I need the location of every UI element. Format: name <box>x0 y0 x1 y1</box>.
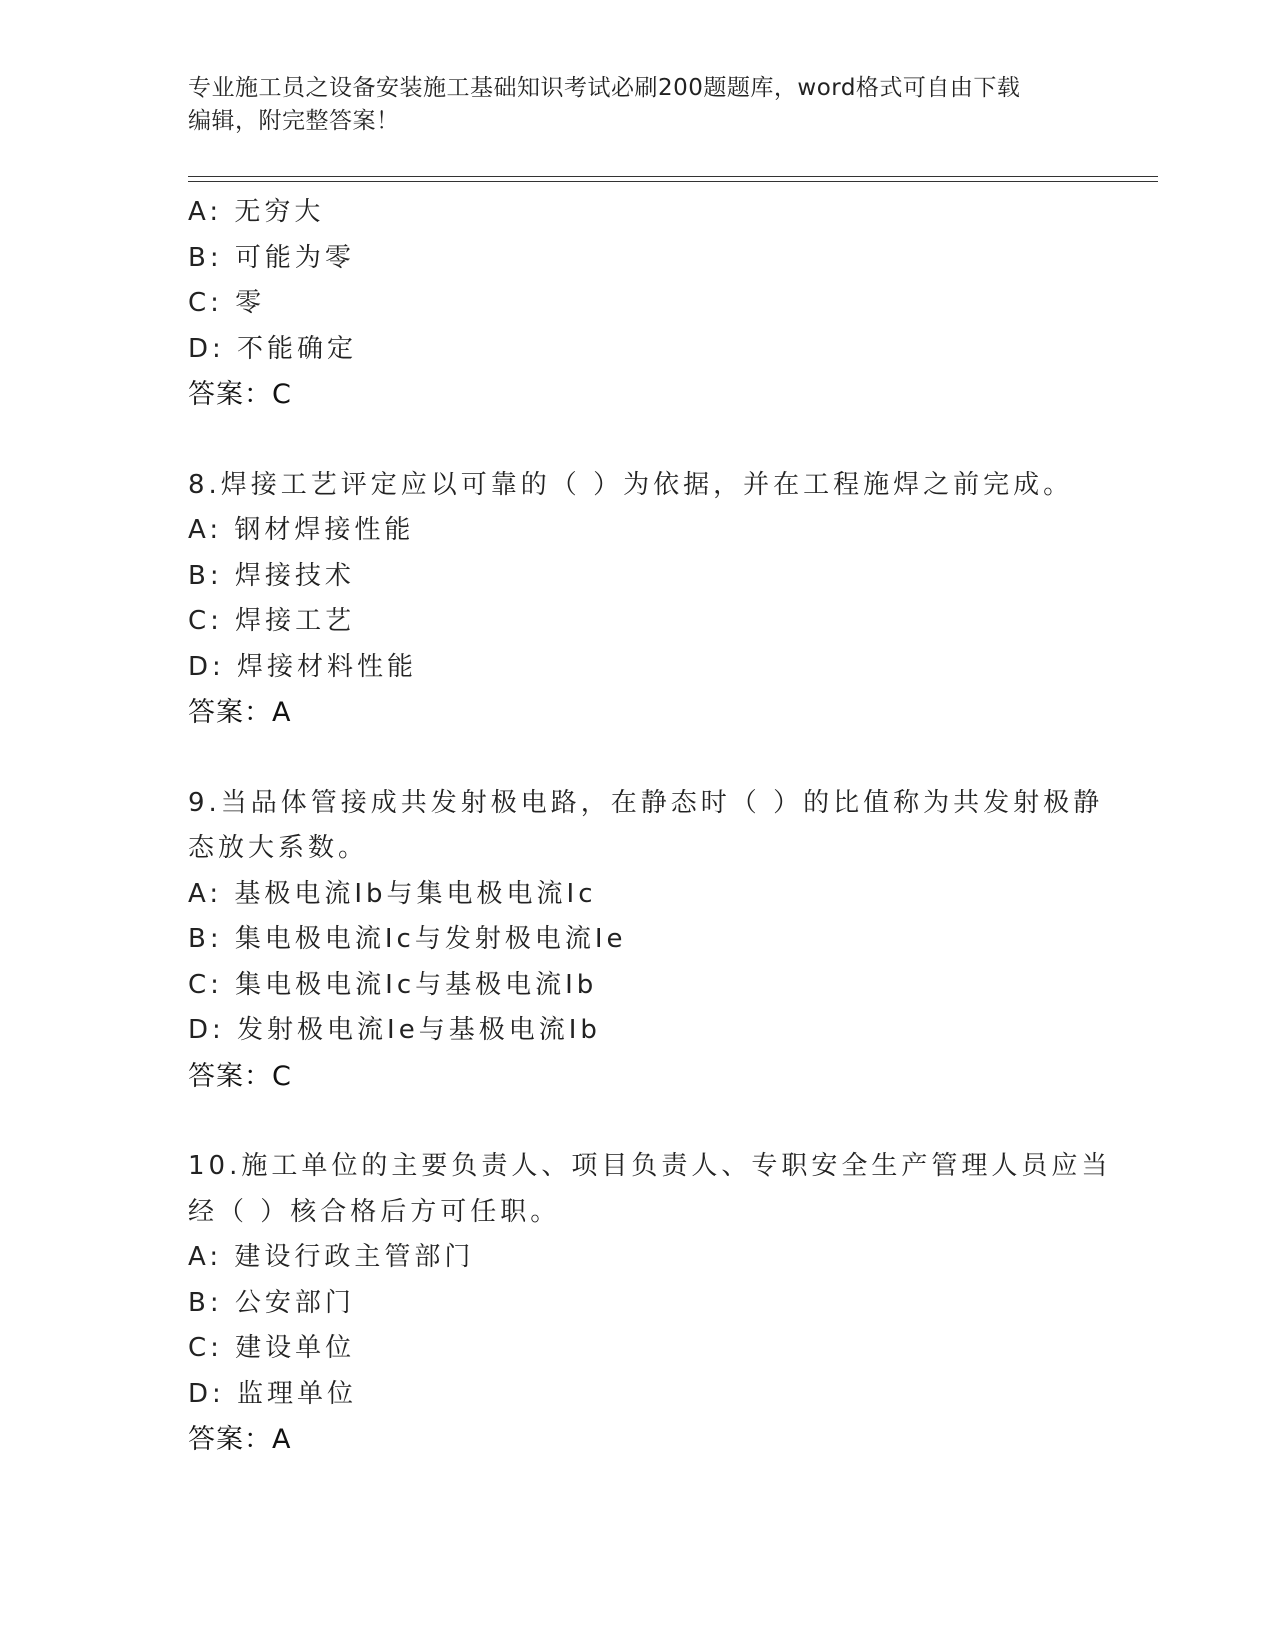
question-block-7 <box>188 190 1088 418</box>
answer-line: 答案：C <box>188 379 292 410</box>
question-text-continued: 经（ ）核合格后方可任职。 <box>188 1196 561 1227</box>
question-block-10 <box>188 1144 1112 1463</box>
spacer <box>188 736 1088 781</box>
option-b: B: 集电极电流Ic与发射极电流Ie <box>188 924 627 954</box>
spacer <box>188 418 1088 463</box>
document-body <box>188 190 1112 1463</box>
answer-line: 答案：C <box>188 1060 292 1092</box>
question-block-8 <box>188 463 1088 736</box>
spacer <box>188 1099 1088 1144</box>
option-b: B: 公安部门 <box>188 1287 355 1318</box>
option-a: A: 建设行政主管部门 <box>188 1242 475 1272</box>
option-d: D: 不能确定 <box>188 333 358 364</box>
question-text-continued: 态放大系数。 <box>188 833 369 863</box>
answer-line: 答案：A <box>188 1424 292 1455</box>
question-block-9 <box>188 781 1104 1100</box>
header-line-1: 专业施工员之设备安装施工基础知识考试必刷200题题库，word格式可自由下载 <box>188 75 1021 101</box>
option-b: B: 可能为零 <box>188 242 355 273</box>
document-header <box>188 72 1068 138</box>
option-c: C: 焊接工艺 <box>188 606 356 636</box>
header-divider-top <box>188 176 1158 177</box>
option-d: D: 焊接材料性能 <box>188 651 418 682</box>
option-d: D: 发射极电流Ie与基极电流Ib <box>188 1015 601 1045</box>
question-text: 10.施工单位的主要负责人、项目负责人、专职安全生产管理人员应当 <box>188 1151 1112 1181</box>
header-divider-bottom <box>188 181 1158 182</box>
option-a: A: 无穷大 <box>188 197 325 227</box>
option-d: D: 监理单位 <box>188 1378 358 1409</box>
option-b: B: 焊接技术 <box>188 560 355 591</box>
option-a: A: 钢材焊接性能 <box>188 515 415 545</box>
question-text: 8.焊接工艺评定应以可靠的（ ）为依据，并在工程施焊之前完成。 <box>188 469 1074 500</box>
header-line-2: 编辑，附完整答案！ <box>188 108 400 134</box>
answer-line: 答案：A <box>188 697 292 728</box>
option-c: C: 零 <box>188 288 266 318</box>
option-c: C: 集电极电流Ic与基极电流Ib <box>188 969 598 1000</box>
question-text: 9.当品体管接成共发射极电路，在静态时（ ）的比值称为共发射极静 <box>188 787 1104 818</box>
option-a: A: 基极电流Ib与集电极电流Ic <box>188 878 597 909</box>
option-c: C: 建设单位 <box>188 1333 356 1363</box>
